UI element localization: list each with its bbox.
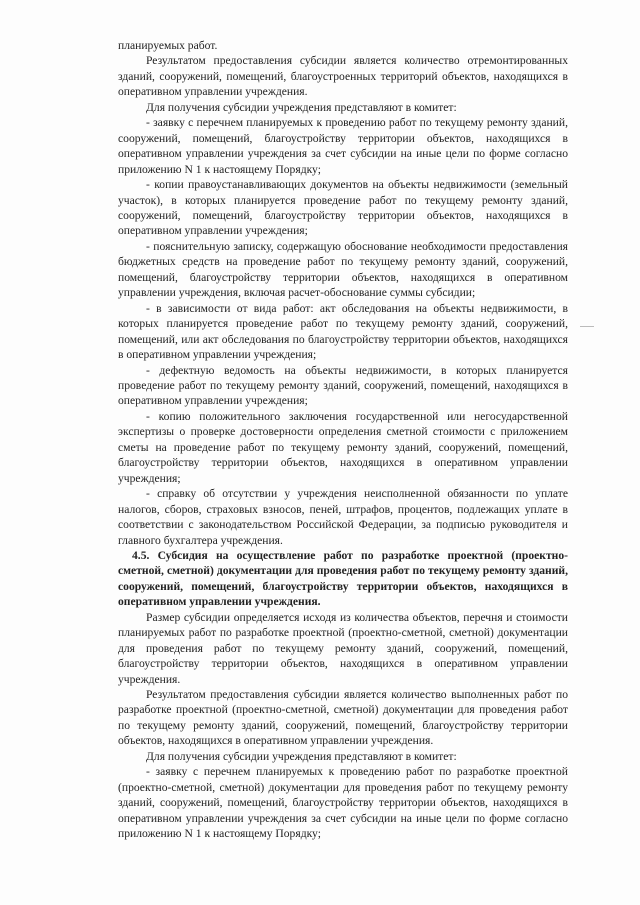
paragraph-subsidy-size: Размер субсидии определяется исходя из количества объектов, перечня и стоимости планируемых работ по разработке проектной (проектно-сметной, сметной) документации для проведения работ по текущему ремонту зданий, сооружений, помещений, благоустройству территории объектов, находящихся в оперативном управлении учреждения. (118, 610, 568, 686)
list-item-tax-certificate: - справку об отсутствии у учреждения неисполненной обязанности по уплате налогов, сборов, страховых взносов, пеней, штрафов, процентов, подлежащих уплате в соответствии с законодательством Российской Федерации, за подписью руководителя и главного бухгалтера учреждения. (118, 487, 568, 547)
list-item-explanatory-note: - пояснительную записку, содержащую обоснование необходимости предоставления бюджетных средств на проведение работ по текущему ремонту зданий, сооружений, помещений, благоустройству территории объектов, находящихся в оперативном управлении учреждения, включая расчет-обоснование суммы субсидии; (118, 239, 568, 300)
document-body (118, 38, 568, 842)
list-item-application-2: - заявку с перечнем планируемых к проведению работ по разработке проектной (проектно-сметной, сметной) документации для проведения работ по текущему ремонту зданий, сооружений, помещений, благоустройству территории объектов, находящихся в оперативном управлении учреждения за счет субсидии на иные цели по форме согласно приложению N 1 к настоящему Порядку; (118, 765, 568, 841)
paragraph-result-2: Результатом предоставления субсидии является количество выполненных работ по разработке проектной (проектно-сметной, сметной) документации для проведения работ по текущему ремонту зданий, сооружений, помещений, благоустройству территории объектов, находящихся в оперативном управлении учреждения. (118, 688, 568, 748)
scan-edge-mark (580, 326, 594, 327)
list-item-title-documents: - копии правоустанавливающих документов на объекты недвижимости (земельный участок), в которых планируется проведение работ по текущему ремонту зданий, сооружений, помещений, благоустройству территории объектов, находящихся в оперативном управлении учреждения; (118, 178, 568, 238)
list-item-defect-list: - дефектную ведомость на объекты недвижимости, в которых планируется проведение работ по текущему ремонту зданий, сооружений, помещений, находящихся в оперативном управлении учреждения; (118, 363, 568, 408)
list-item-inspection-act: - в зависимости от вида работ: акт обследования на объекты недвижимости, в которых планируется проведение работ по текущему ремонту зданий, сооружений, помещений, или акт обследования по благоустройству территории объектов, находящихся в оперативном управлении учреждения; (118, 301, 568, 362)
list-item-application: - заявку с перечнем планируемых к проведению работ по текущему ремонту зданий, сооружений, помещений, благоустройству территории объектов, находящихся в оперативном управлении учреждения за счет субсидии на иные цели по форме согласно приложению N 1 к настоящему Порядку; (118, 116, 568, 176)
paragraph-docs-intro: Для получения субсидии учреждения представляют в комитет: (146, 100, 457, 114)
list-item-expertise-conclusion: - копию положительного заключения государственной или негосударственной экспертизы о проверке достоверности определения сметной стоимости с приложением сметы на проведение работ по текущему ремонту зданий, сооружений, помещений, благоустройству территории объектов, находящихся в оперативном управлении учреждения; (118, 409, 568, 485)
paragraph-continuation: планируемых работ. (118, 39, 218, 52)
paragraph-result: Результатом предоставления субсидии является количество отремонтированных зданий, сооружений, помещений, благоустроенных территорий объектов, находящихся в оперативном управлении учреждения. (118, 54, 568, 99)
paragraph-docs-intro-2: Для получения субсидии учреждения представляют в комитет: (146, 749, 457, 763)
section-heading-4-5: 4.5. Субсидия на осуществление работ по разработке проектной (проектно-сметной, сметной) документации для проведения работ по текущему ремонту зданий, сооружений, помещений, благоустройству территории объектов, находящихся в оперативном управлении учреждения. (118, 548, 568, 609)
